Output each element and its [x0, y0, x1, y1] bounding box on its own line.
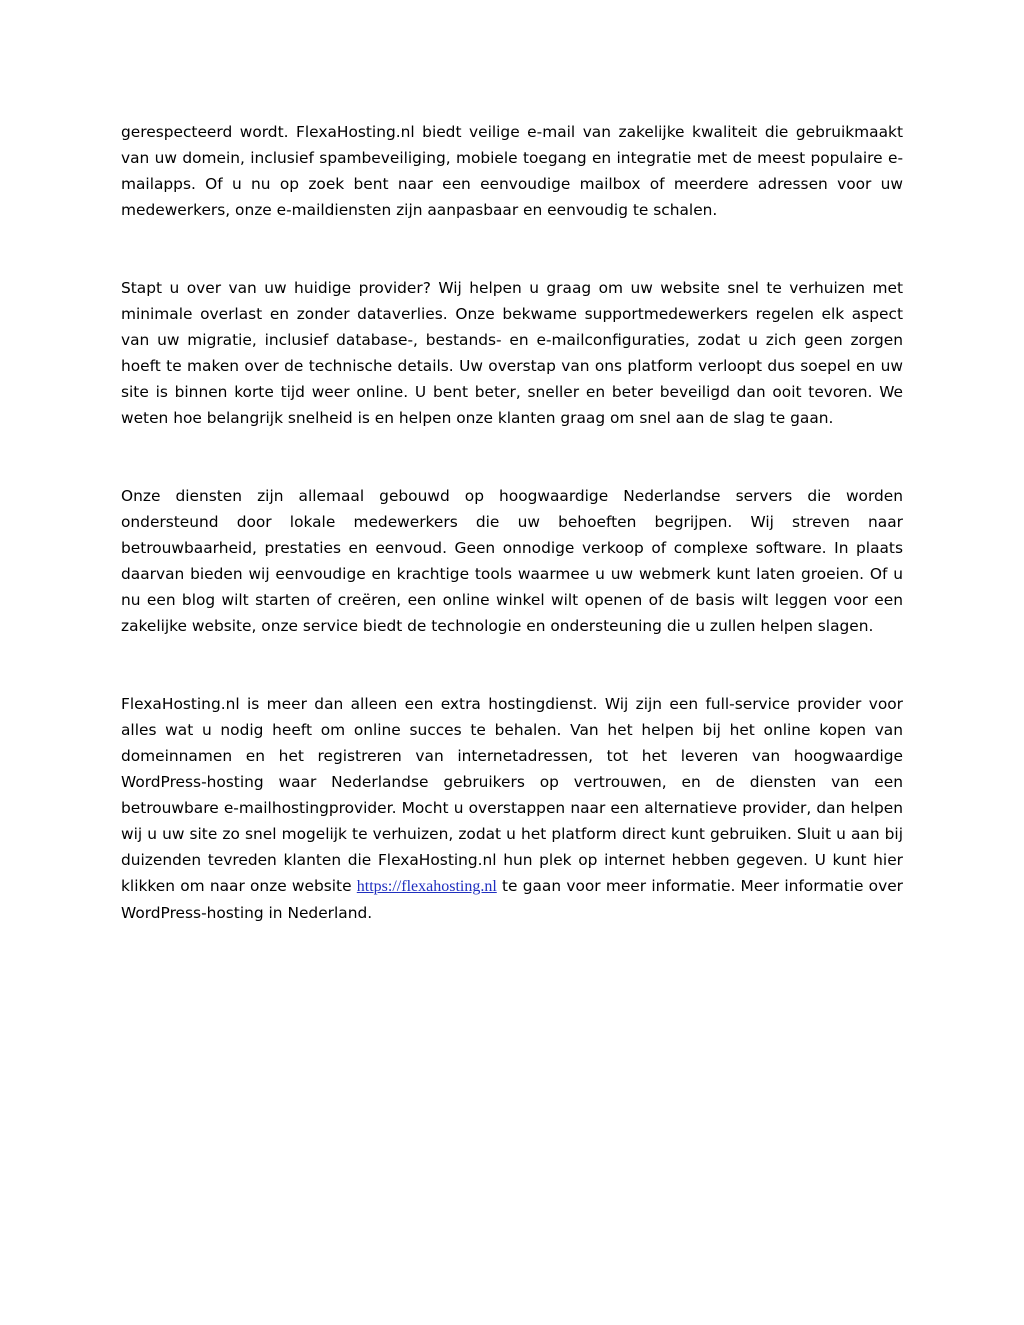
paragraph-full-service [121, 691, 903, 926]
paragraph-dutch-servers: Onze diensten zijn allemaal gebouwd op hoogwaardige Nederlandse servers die worden ondersteund door lokale medewerkers die uw behoeften begrijpen. Wij streven naar betrouwbaarheid, prestaties en eenvoud. Geen onnodige verkoop of complexe software. In plaats daarvan bieden wij eenvoudige en krachtige tools waarmee u uw webmerk kunt laten groeien. Of u nu een blog wilt starten of creëren, een online winkel wilt openen of de basis wilt leggen voor een zakelijke website, onze service biedt de technologie en ondersteuning die u zullen helpen slagen. [121, 487, 903, 635]
paragraph-full-service-text-start: FlexaHosting.nl is meer dan alleen een extra hostingdienst. Wij zijn een full-service provider voor alles wat u nodig heeft om online succes te behalen. Van het helpen bij het online kopen van domeinnamen en het registreren van internetadressen, tot het leveren van hoogwaardige WordPress-hosting waar Nederlandse gebruikers op vertrouwen, en de diensten van een betrouwbare e-mailhostingprovider. Mocht u overstappen naar een alternatieve provider, dan helpen wij u uw site zo snel mogelijk te verhuizen, zodat u het platform direct kunt gebruiken. Sluit u aan bij duizenden tevreden klanten die FlexaHosting.nl hun plek op internet hebben gegeven. U kunt hier klikken om naar onze website [121, 695, 903, 895]
paragraph-email-services: gerespecteerd wordt. FlexaHosting.nl biedt veilige e-mail van zakelijke kwaliteit die gebruikmaakt van uw domein, inclusief spambeveiliging, mobiele toegang en integratie met de meest populaire e-mailapps. Of u nu op zoek bent naar een eenvoudige mailbox of meerdere adressen voor uw medewerkers, onze e-maildiensten zijn aanpasbaar en eenvoudig te schalen. [121, 123, 903, 219]
document-body [121, 119, 903, 926]
paragraph-spacer [121, 639, 903, 691]
paragraph-full-service-text-end: te gaan voor meer informatie. Meer informatie over WordPress-hosting in Nederland. [121, 877, 903, 922]
website-link[interactable]: https://flexahosting.nl [356, 878, 497, 895]
paragraph-spacer [121, 431, 903, 483]
paragraph-spacer [121, 223, 903, 275]
paragraph-migration: Stapt u over van uw huidige provider? Wij helpen u graag om uw website snel te verhuizen met minimale overlast en zonder dataverlies. Onze bekwame supportmedewerkers regelen elk aspect van uw migratie, inclusief database-, bestands- en e-mailconfiguraties, zodat u zich geen zorgen hoeft te maken over de technische details. Uw overstap van ons platform verloopt dus soepel en uw site is binnen korte tijd weer online. U bent beter, sneller en beter beveiligd dan ooit tevoren. We weten hoe belangrijk snelheid is en helpen onze klanten graag om snel aan de slag te gaan. [121, 279, 903, 427]
